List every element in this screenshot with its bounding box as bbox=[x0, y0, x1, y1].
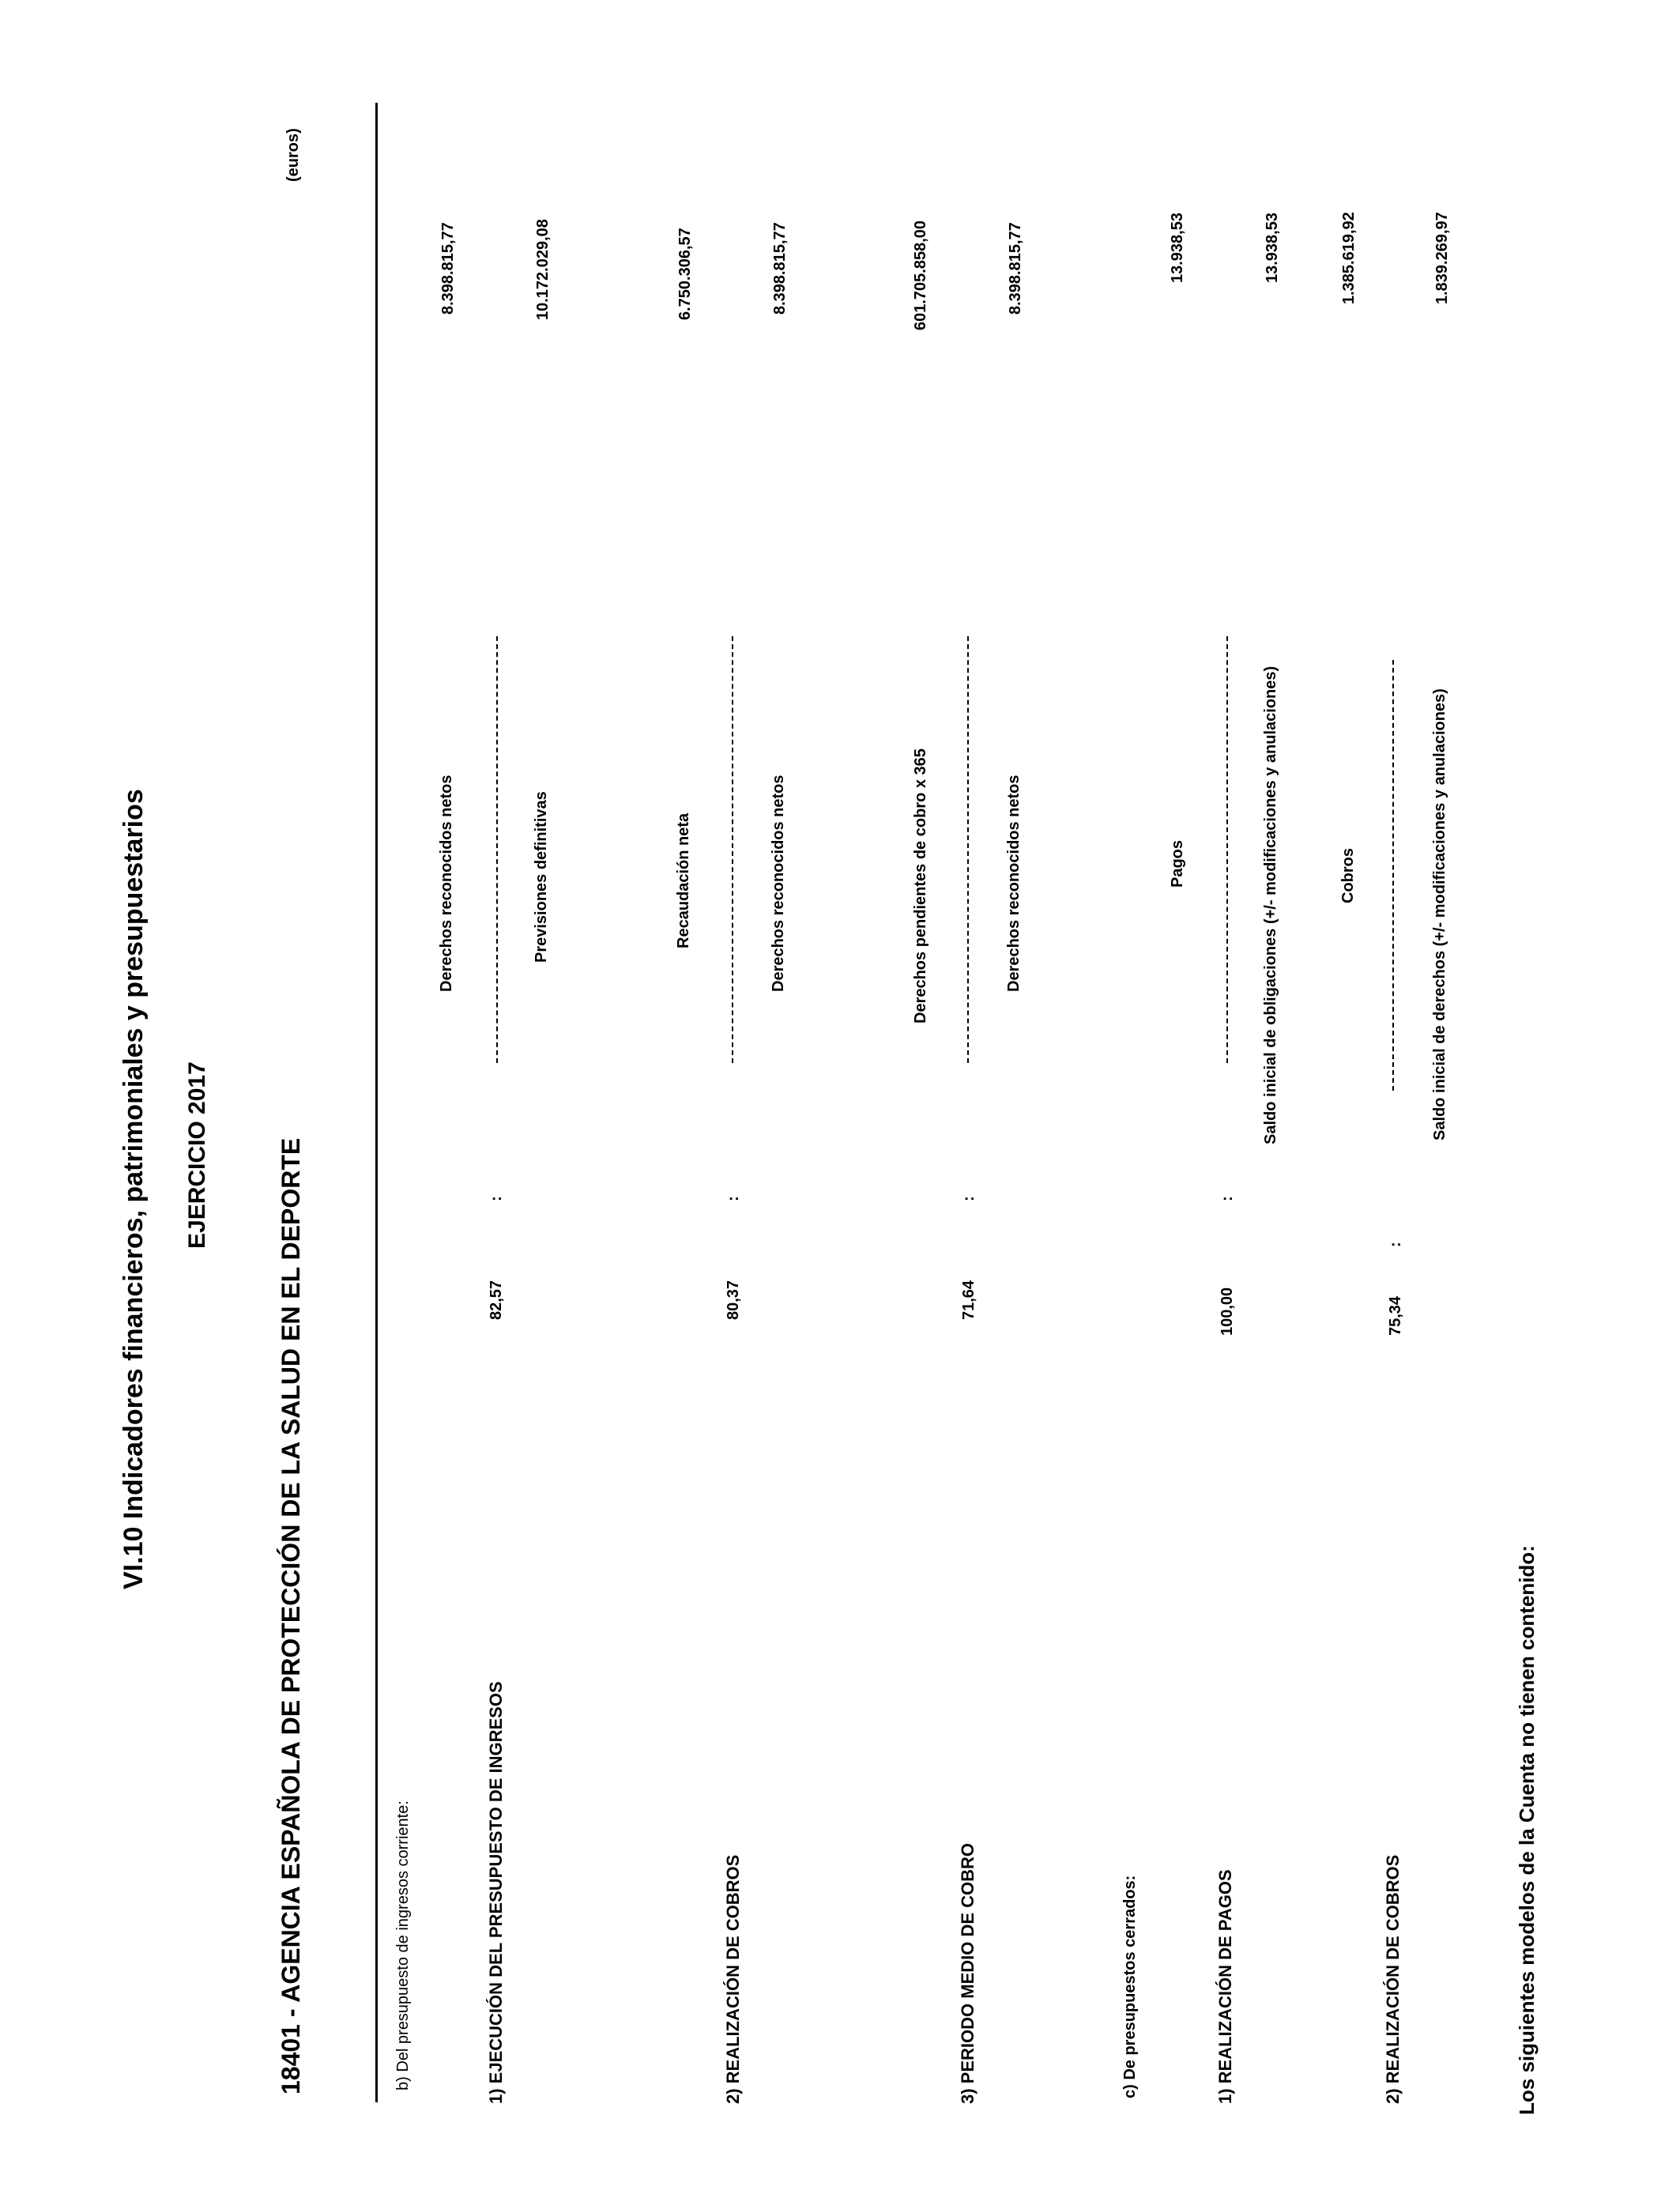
denominator-value: 8.398.815,77 bbox=[1007, 222, 1024, 315]
numerator-value: 6.750.306,57 bbox=[676, 228, 694, 320]
denominator-label: Saldo inicial de obligaciones (+/- modificaciones y anulaciones) bbox=[1262, 665, 1279, 1144]
section-c-heading: c) De presupuestos cerrados: bbox=[1121, 1875, 1139, 2098]
fraction-line bbox=[732, 636, 733, 1063]
indicator-ejecucion-presupuesto-ingresos: 1) EJECUCIÓN DEL PRESUPUESTO DE INGRESOS bbox=[486, 1681, 506, 2104]
ratio-colon: : bbox=[488, 1196, 505, 1201]
indicator-realizacion-cobros-cerrados: 2) REALIZACIÓN DE COBROS bbox=[1383, 1854, 1403, 2104]
ratio-colon: : bbox=[1387, 1242, 1404, 1247]
denominator-label: Previsiones definitivas bbox=[533, 791, 550, 963]
fraction-line bbox=[1226, 636, 1228, 1063]
indicator-result: 71,64 bbox=[960, 1280, 977, 1320]
fraction-line bbox=[967, 636, 969, 1063]
header-separator bbox=[375, 103, 378, 2102]
indicator-periodo-medio-cobro: 3) PERIODO MEDIO DE COBRO bbox=[958, 1842, 977, 2104]
units-label: (euros) bbox=[284, 128, 302, 182]
denominator-value: 10.172.029,08 bbox=[534, 219, 552, 320]
numerator-value: 1.385.619,92 bbox=[1340, 212, 1358, 304]
denominator-label: Derechos reconocidos netos bbox=[1005, 775, 1023, 992]
ratio-colon: : bbox=[1219, 1196, 1236, 1201]
fraction-line bbox=[1392, 660, 1394, 1091]
numerator-value: 601.705.858,00 bbox=[912, 220, 929, 330]
page-title: VI.10 Indicadores financieros, patrimoniales y presupuestarios bbox=[119, 789, 149, 1589]
numerator-label: Derechos pendientes de cobro x 365 bbox=[912, 748, 929, 1023]
numerator-label: Recaudación neta bbox=[675, 812, 692, 948]
denominator-value: 8.398.815,77 bbox=[771, 222, 789, 315]
indicator-result: 82,57 bbox=[488, 1280, 505, 1320]
denominator-label: Derechos reconocidos netos bbox=[770, 775, 787, 992]
indicator-result: 80,37 bbox=[725, 1280, 742, 1320]
ejercicio-label: EJERCICIO 2017 bbox=[184, 1061, 210, 1249]
indicator-result: 75,34 bbox=[1387, 1295, 1404, 1336]
numerator-value: 13.938,53 bbox=[1169, 213, 1186, 283]
indicator-result: 100,00 bbox=[1219, 1287, 1236, 1336]
numerator-label: Cobros bbox=[1339, 848, 1357, 903]
footer-note: Los siguientes modelos de la Cuenta no tienen contenido: bbox=[1515, 1545, 1539, 2115]
indicator-realizacion-pagos: 1) REALIZACIÓN DE PAGOS bbox=[1215, 1869, 1235, 2104]
indicator-realizacion-cobros: 2) REALIZACIÓN DE COBROS bbox=[723, 1854, 743, 2104]
section-b-heading: b) Del presupuesto de ingresos corriente: bbox=[394, 1800, 412, 2090]
ratio-colon: : bbox=[960, 1196, 977, 1201]
numerator-label: Derechos reconocidos netos bbox=[438, 775, 455, 992]
denominator-label: Saldo inicial de derechos (+/- modificaciones y anulaciones) bbox=[1431, 688, 1448, 1140]
denominator-value: 1.839.269,97 bbox=[1433, 212, 1451, 304]
denominator-value: 13.938,53 bbox=[1264, 213, 1281, 283]
ratio-colon: : bbox=[725, 1196, 742, 1201]
entity-name: 18401 - AGENCIA ESPAÑOLA DE PROTECCIÓN DE LA SALUD EN EL DEPORTE bbox=[277, 1137, 305, 2094]
fraction-line bbox=[496, 636, 498, 1063]
numerator-value: 8.398.815,77 bbox=[439, 222, 457, 315]
numerator-label: Pagos bbox=[1169, 839, 1186, 888]
